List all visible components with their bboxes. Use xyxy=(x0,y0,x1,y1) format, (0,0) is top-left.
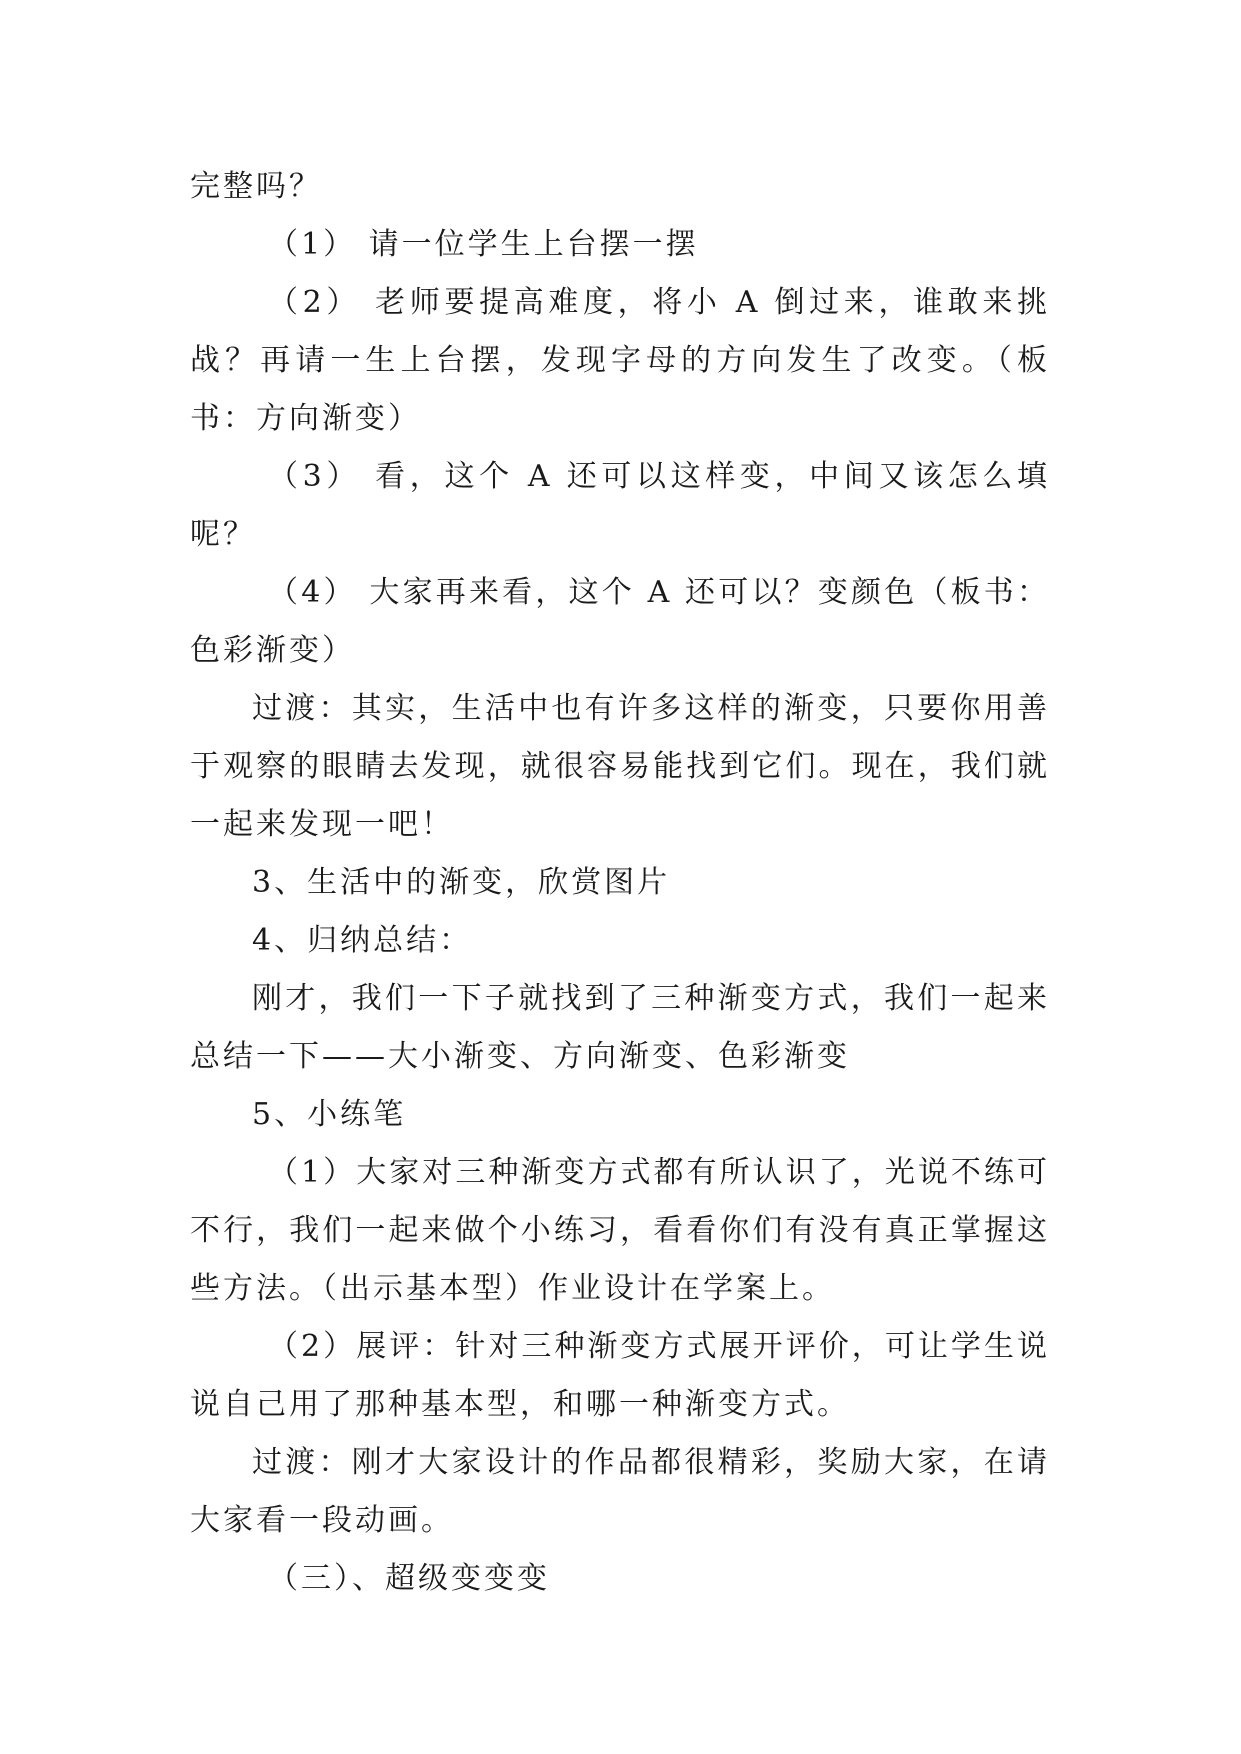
paragraph-part-3-heading: （三）、超级变变变 xyxy=(268,1561,550,1596)
paragraph-transition-2: 过渡：刚才大家设计的作品都很精彩，奖励大家，在请大家看一段动画。 xyxy=(190,1445,1050,1538)
paragraph-step-3: （3） 看，这个 A 还可以这样变，中间又该怎么填呢？ xyxy=(190,459,1050,552)
paragraph-section-4: 4、归纳总结： xyxy=(252,923,473,958)
paragraph-continuation: 完整吗？ xyxy=(190,169,322,204)
paragraph-summary: 刚才，我们一下子就找到了三种渐变方式，我们一起来总结一下——大小渐变、方向渐变、色彩渐变 xyxy=(190,981,1050,1074)
paragraph-exercise-1: （1）大家对三种渐变方式都有所认识了，光说不练可不行，我们一起来做个小练习，看看你们有没有真正掌握这些方法。（出示基本型）作业设计在学案上。 xyxy=(190,1155,1050,1306)
paragraph-section-3: 3、生活中的渐变，欣赏图片 xyxy=(252,865,671,900)
paragraph-step-1: （1） 请一位学生上台摆一摆 xyxy=(268,227,699,262)
document-body xyxy=(190,158,1050,1608)
paragraph-step-4: （4） 大家再来看，这个 A 还可以？变颜色（板书：色彩渐变） xyxy=(190,575,1050,668)
paragraph-exercise-2: （2）展评：针对三种渐变方式展开评价，可让学生说说自己用了那种基本型，和哪一种渐变方式。 xyxy=(190,1329,1050,1422)
paragraph-step-2: （2） 老师要提高难度，将小 A 倒过来，谁敢来挑战？再请一生上台摆，发现字母的方向发生了改变。（板书：方向渐变） xyxy=(190,285,1050,436)
paragraph-transition-1: 过渡：其实，生活中也有许多这样的渐变，只要你用善于观察的眼睛去发现，就很容易能找到它们。现在，我们就一起来发现一吧！ xyxy=(190,691,1050,842)
paragraph-section-5: 5、小练笔 xyxy=(252,1097,407,1132)
